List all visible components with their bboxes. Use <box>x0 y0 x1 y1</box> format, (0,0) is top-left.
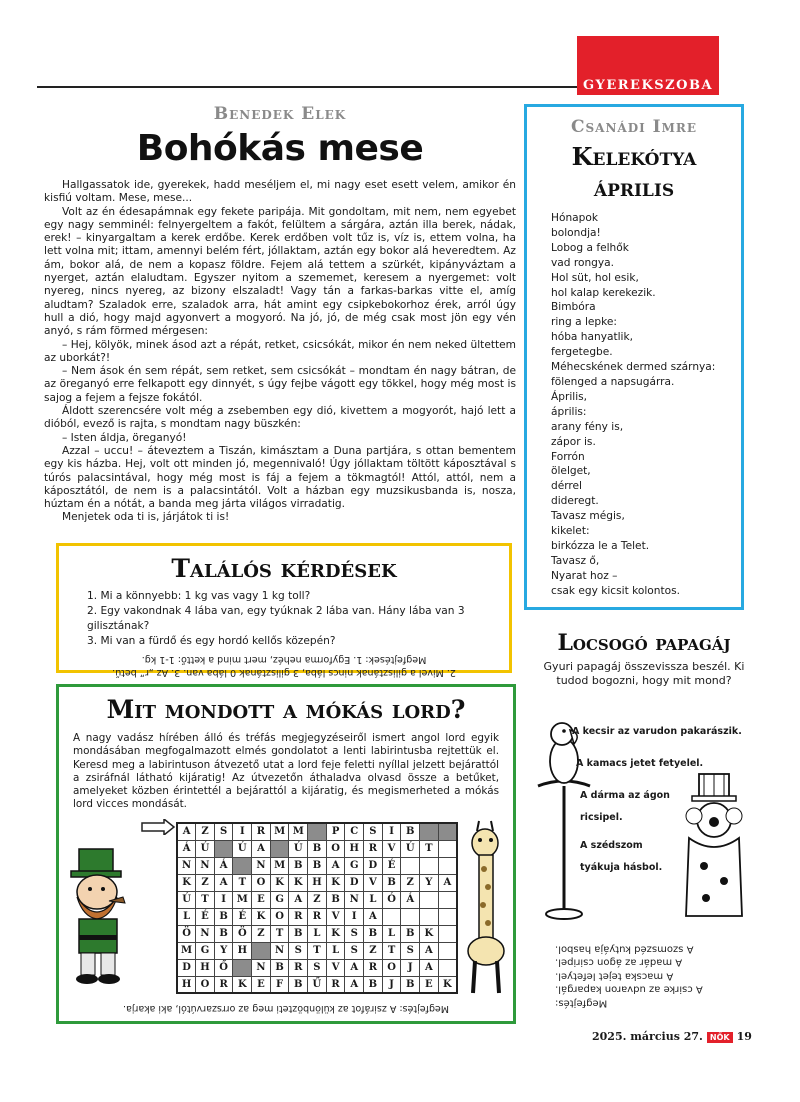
poem-title <box>539 141 729 203</box>
maze-letter: K <box>438 976 457 993</box>
maze-letter: B <box>326 891 345 908</box>
maze-block <box>233 857 252 874</box>
maze-letter: Z <box>196 823 215 840</box>
maze-row <box>177 925 457 942</box>
maze-letter: Z <box>196 874 215 891</box>
maze-letter: B <box>401 823 420 840</box>
poem-line: ölelget, <box>551 465 591 478</box>
parrot-bubble: tyákuja hásbol. <box>580 862 663 873</box>
maze-letter: B <box>214 908 233 925</box>
maze-letter: M <box>177 942 196 959</box>
story-author: Benedek Elek <box>213 104 347 124</box>
maze-letter: L <box>177 908 196 925</box>
lord-description: A nagy vadász hírében álló és tréfás megjegyzéseiről ismert angol lord egyik mondásában megfogalmazott elmés gondolatot a lenti labirintusba rejtettük el. Keresd meg a labirintuson átvezető utat a lord feje feletti nyíllal jelzett bejárattól a zsiráfnál látható kijáratig! Az útvezetőn áthaladva olvasd össze a betűket, amelyeket közben érintettél a bejárattól a kijáratig, és megismerheted a mókás lord vicces mondását. <box>73 732 499 811</box>
maze-letter: A <box>420 942 439 959</box>
maze-letter <box>420 857 439 874</box>
maze-letter: R <box>364 959 383 976</box>
parrot-title: Locsogó papagáj <box>557 630 731 656</box>
maze-row <box>177 840 457 857</box>
parrot-answer-line: Megfejtés: <box>555 997 608 1009</box>
maze-letter: I <box>233 823 252 840</box>
maze-block <box>214 840 233 857</box>
riddle-list <box>73 589 495 649</box>
maze-letter: L <box>382 925 401 942</box>
maze-letter: R <box>364 840 383 857</box>
maze-letter: Ú <box>196 840 215 857</box>
poem-line: zápor is. <box>551 435 596 448</box>
maze-block <box>308 823 327 840</box>
lord-box <box>56 684 516 1024</box>
maze-letter: A <box>177 823 196 840</box>
giraffe-cartoon-icon <box>461 817 511 997</box>
maze-letter: A <box>326 857 345 874</box>
parrot-answer-line: A madár az ágon csiripel. <box>555 957 683 968</box>
poem-line: Méhecskének dermed szárnya: <box>551 361 716 374</box>
maze-letter <box>438 840 457 857</box>
maze-letter: D <box>345 874 364 891</box>
maze-row <box>177 874 457 891</box>
maze-letter: B <box>214 925 233 942</box>
maze-letter: A <box>289 891 308 908</box>
maze-block <box>270 840 289 857</box>
poem-line: Április, <box>551 390 588 403</box>
maze-letter: R <box>289 959 308 976</box>
maze-letter: S <box>289 942 308 959</box>
maze-letter: K <box>252 908 271 925</box>
maze-letter: M <box>233 891 252 908</box>
maze-letter: I <box>345 908 364 925</box>
maze-letter: É <box>196 908 215 925</box>
maze-letter: E <box>252 976 271 993</box>
maze-letter: S <box>401 942 420 959</box>
poem-line: Lobog a felhők <box>551 241 629 254</box>
maze-letter: S <box>308 959 327 976</box>
maze-letter: K <box>289 874 308 891</box>
poem-line: Nyarat hoz – <box>551 569 618 582</box>
maze-letter: Á <box>401 891 420 908</box>
poem-line: dérrel <box>551 480 582 493</box>
maze-letter <box>438 891 457 908</box>
maze-block <box>252 942 271 959</box>
maze-letter: Á <box>177 840 196 857</box>
maze-letter <box>420 908 439 925</box>
maze-letter: O <box>326 840 345 857</box>
maze-letter: Ú <box>233 840 252 857</box>
story-paragraph: Menjetek oda ti is, járjátok ti is! <box>62 511 230 524</box>
maze-letter: A <box>364 908 383 925</box>
maze-letter <box>401 857 420 874</box>
parrot-intro: Gyuri papagáj összevissza beszél. Ki tudod bogozni, hogy mit mond? <box>543 660 745 687</box>
maze-letter: R <box>326 976 345 993</box>
poem-title-line: Kelekótya <box>571 142 697 171</box>
maze-row <box>177 908 457 925</box>
maze-row <box>177 976 457 993</box>
maze-letter <box>438 925 457 942</box>
maze-letter: B <box>289 925 308 942</box>
maze-letter: R <box>252 823 271 840</box>
story-paragraph: – Nem ások én sem répát, sem retket, sem csicsókát – mondtam én nagy bátran, de az öreganyó erre felkapott egy dinnyét, s úgy fejbe vágott egy tökkel, hogy még most is sajog a fejem a fejsze fokától. <box>44 365 516 404</box>
parrot-bubble: ricsipel. <box>580 812 623 823</box>
maze-letter: R <box>308 908 327 925</box>
maze-letter: K <box>270 874 289 891</box>
maze-letter <box>438 857 457 874</box>
maze-letter: B <box>270 959 289 976</box>
maze-letter: O <box>382 959 401 976</box>
maze-row <box>177 942 457 959</box>
maze-letter: M <box>270 823 289 840</box>
maze-letter: N <box>177 857 196 874</box>
maze-letter: K <box>233 976 252 993</box>
maze-letter: K <box>177 874 196 891</box>
maze-letter: L <box>364 891 383 908</box>
maze-letter: A <box>420 959 439 976</box>
maze-letter: V <box>382 840 401 857</box>
poem-line: arany fény is, <box>551 420 624 433</box>
footer-date: 2025. március 27. <box>592 1030 703 1043</box>
maze-letter: I <box>214 891 233 908</box>
maze-letter: Z <box>252 925 271 942</box>
maze-letter: H <box>345 840 364 857</box>
maze-letter: D <box>177 959 196 976</box>
parrot-clown-icon <box>524 716 764 926</box>
maze-letter: B <box>308 857 327 874</box>
maze-letter: Z <box>401 874 420 891</box>
poem-line: hol kalap kerekezik. <box>551 286 656 299</box>
maze-letter: B <box>364 925 383 942</box>
maze-letter: T <box>420 840 439 857</box>
maze-letter: T <box>382 942 401 959</box>
maze-letter: K <box>420 925 439 942</box>
riddle-answer-line: Megfejtések: 1. Egyforma nehéz, mert mind a kettő: 1-1 kg. <box>141 654 427 665</box>
parrot-answer-line: A szomszéd kutyája hasbol. <box>555 943 694 955</box>
maze-letter: É <box>382 857 401 874</box>
maze-letter <box>401 908 420 925</box>
riddle-item: 3. Mi van a fürdő és egy hordó kellős közepén? <box>87 635 336 647</box>
maze-letter: G <box>196 942 215 959</box>
maze-letter: A <box>252 840 271 857</box>
maze-letter: H <box>177 976 196 993</box>
maze-letter: N <box>196 857 215 874</box>
poem-line: Hol süt, hol esik, <box>551 271 639 284</box>
riddle-answers <box>73 653 495 679</box>
maze-letter: S <box>364 823 383 840</box>
maze-letter: B <box>289 857 308 874</box>
maze-letter: T <box>196 891 215 908</box>
parrot-answers <box>555 942 755 1010</box>
maze-letter: A <box>438 874 457 891</box>
maze-letter: V <box>326 959 345 976</box>
poem-line: kikelet: <box>551 525 590 538</box>
maze-entry-arrow-icon <box>140 819 176 835</box>
maze-letter: S <box>345 925 364 942</box>
poem-lines <box>539 211 729 599</box>
parrot-answer-block <box>555 942 755 1010</box>
lord-cartoon-icon <box>65 847 135 987</box>
parrot-illustration <box>524 716 764 926</box>
poem-line: Tavasz ő, <box>551 554 600 567</box>
poem-line: bolondja! <box>551 226 601 239</box>
page-footer <box>592 1030 752 1043</box>
parrot-bubble: A kamacs jetet fetyelel. <box>576 758 704 769</box>
maze-letter: S <box>345 942 364 959</box>
maze-letter <box>382 908 401 925</box>
poem-line: dideregt. <box>551 495 599 508</box>
poem-box <box>524 104 744 610</box>
maze-letter: L <box>326 942 345 959</box>
maze-row <box>177 891 457 908</box>
maze-block <box>438 823 457 840</box>
parrot-bubble: A szédszom <box>580 840 643 851</box>
maze-letter: N <box>270 942 289 959</box>
maze-letter: M <box>270 857 289 874</box>
maze-letter: R <box>289 908 308 925</box>
maze-grid <box>176 822 458 994</box>
maze-letter <box>420 891 439 908</box>
poem-author: Csanádi Imre <box>570 117 698 137</box>
maze-letter: Y <box>214 942 233 959</box>
maze-letter: N <box>252 857 271 874</box>
maze-letter: É <box>233 908 252 925</box>
poem-line: fölenged a napsugárra. <box>551 375 675 388</box>
story-paragraph: – Isten áldja, öreganyó! <box>62 431 187 444</box>
maze <box>176 822 458 994</box>
maze-letter: V <box>326 908 345 925</box>
maze-letter: I <box>382 823 401 840</box>
maze-letter: E <box>420 976 439 993</box>
poem-line: április: <box>551 405 587 418</box>
poem-line: vad rongya. <box>551 256 615 269</box>
maze-letter: T <box>233 874 252 891</box>
story-paragraph: Hallgassatok ide, gyerekek, hadd meséljem el, mi nagy eset esett velem, amikor én kisfiú voltam. Mese, mese... <box>44 179 516 205</box>
maze-letter: A <box>345 976 364 993</box>
maze-letter: T <box>270 925 289 942</box>
page-number: 19 <box>736 1030 752 1043</box>
maze-letter: B <box>401 976 420 993</box>
maze-letter: M <box>289 823 308 840</box>
maze-letter: J <box>382 976 401 993</box>
parrot-answer-line: A macska tejet lefetyel. <box>555 970 674 982</box>
maze-letter: T <box>308 942 327 959</box>
section-tab <box>577 36 719 95</box>
maze-letter <box>438 908 457 925</box>
poem-line: Forrón <box>551 450 585 463</box>
maze-letter: L <box>308 925 327 942</box>
maze-letter: Y <box>420 874 439 891</box>
maze-letter: P <box>326 823 345 840</box>
maze-letter: B <box>364 976 383 993</box>
maze-letter: N <box>252 959 271 976</box>
maze-letter: Ú <box>401 840 420 857</box>
story-article <box>44 104 516 525</box>
magazine-logo: NŐK <box>707 1032 733 1043</box>
riddle-item: 2. Egy vakondnak 4 lába van, egy tyúknak 2 lába van. Hány lába van 3 gilisztának? <box>87 605 465 632</box>
maze-row <box>177 857 457 874</box>
maze-letter: S <box>214 823 233 840</box>
story-paragraph: Áldott szerencsére volt még a zsebemben egy dió, kivettem a mogyorót, hajó lett a dióból, evező is rajta, s mondtam nagy büszkén: <box>44 405 516 431</box>
maze-letter: C <box>345 823 364 840</box>
maze-letter: Ű <box>308 976 327 993</box>
poem-line: Bimbóra <box>551 301 596 314</box>
poem-line: csak egy kicsit kolontos. <box>551 584 681 597</box>
maze-letter: E <box>252 891 271 908</box>
riddle-box <box>56 543 512 678</box>
poem-line: ring a lepke: <box>551 316 617 329</box>
parrot-bubble: A dárma az ágon <box>580 790 670 801</box>
poem-line: birkózza le a Telet. <box>551 539 650 552</box>
poem-line: Hónapok <box>551 212 598 224</box>
maze-letter: F <box>270 976 289 993</box>
poem-title-line: április <box>593 173 675 202</box>
maze-letter: O <box>270 908 289 925</box>
story-title: Bohókás mese <box>136 128 424 169</box>
maze-letter: A <box>345 959 364 976</box>
parrot-bubble: A kecsir az varudon pakarászik. <box>572 726 742 737</box>
poem-line: fergetegbe. <box>551 346 613 359</box>
poem-line: hóba hanyatlik, <box>551 331 634 344</box>
maze-letter <box>438 959 457 976</box>
maze-letter: D <box>364 857 383 874</box>
maze-row <box>177 823 457 840</box>
maze-letter: Ő <box>214 959 233 976</box>
maze-block <box>420 823 439 840</box>
section-tab-label: GYEREKSZOBA <box>582 78 714 93</box>
maze-letter: O <box>196 976 215 993</box>
maze-letter: Ú <box>289 840 308 857</box>
maze-letter: Ú <box>177 891 196 908</box>
maze-letter: J <box>401 959 420 976</box>
maze-letter: B <box>289 976 308 993</box>
maze-letter: H <box>233 942 252 959</box>
story-paragraph: – Hej, kölyök, minek ásod azt a répát, retket, csicsókát, mikor én nem neked ültettem az uborkát?! <box>44 338 516 364</box>
maze-letter: K <box>326 874 345 891</box>
maze-letter: N <box>196 925 215 942</box>
maze-letter: H <box>308 874 327 891</box>
story-paragraph: Azzal – uccu! – áteveztem a Tiszán, kimásztam a Duna partjára, s ottan bementem egy kis házba. Hej, volt ott minden jó, megennivaló! Úgy jóllaktam töltött káposztával s túrós palacsintával, hogy még most is fáj a fejem a tökmagtól! Attól, attól, nem a káposztától, de nem is a palacsintától. Volt a házban egy muzsikusbanda is, nosza, húztam én a nótát, a banda meg járta világos virradatig. <box>44 444 516 511</box>
riddle-answer-line: 2. Mivel a gilisztának nincs lába, 3 gilisztának 0 lába van. 3. Az „r” betű. <box>112 667 456 678</box>
maze-letter: B <box>308 840 327 857</box>
maze-row <box>177 959 457 976</box>
maze-letter: K <box>326 925 345 942</box>
maze-letter <box>438 942 457 959</box>
story-body <box>44 179 516 525</box>
maze-letter: B <box>401 925 420 942</box>
maze-letter: G <box>270 891 289 908</box>
riddle-title: Találós kérdések <box>171 554 397 583</box>
maze-letter: O <box>252 874 271 891</box>
maze-letter: Z <box>308 891 327 908</box>
riddle-item: 1. Mi a könnyebb: 1 kg vas vagy 1 kg toll? <box>87 590 311 602</box>
maze-letter: Ö <box>233 925 252 942</box>
lord-answer: Megfejtés: A zsiráfot az különbözteti meg az orrszarvútól, aki akarja. <box>123 1003 449 1014</box>
maze-letter: A <box>214 874 233 891</box>
maze-letter: Z <box>364 942 383 959</box>
parrot-answer-line: A csirke az udvaron kapargál. <box>555 984 703 995</box>
parrot-section <box>528 630 760 688</box>
maze-letter: B <box>382 874 401 891</box>
maze-letter: G <box>345 857 364 874</box>
maze-letter: Á <box>214 857 233 874</box>
maze-letter: Ó <box>382 891 401 908</box>
maze-block <box>233 959 252 976</box>
lord-title: Mit mondott a mókás lord? <box>106 695 466 724</box>
maze-letter: Ö <box>177 925 196 942</box>
maze-letter: N <box>345 891 364 908</box>
maze-letter: H <box>196 959 215 976</box>
maze-letter: V <box>364 874 383 891</box>
poem-line: Tavasz mégis, <box>551 510 625 523</box>
maze-letter: R <box>214 976 233 993</box>
story-paragraph: Volt az én édesapámnak egy fekete paripája. Mit gondoltam, mit nem, nem egyebet egy nagy semminél: felnyergeltem a fakót, felültem a sárgára, aztán illa berek, nádak, erek! – kinyargaltam a kerek erdőbe. Kerek erdőben volt tűz is, víz is, ettem volna, ha lett volna mit; ittam, amennyi belém fért, jóllaktam, aztán egy bokor alá heveredtem. Az ám, bokor alá, de nem a kopasz földre. Fejem alá tettem a szürkét, kipányváztam a nyerget, aztán elaludtam. Egyszer nyitom a szememet, keresem a nyergemet: volt nyereg, nincs nyereg, az bizony elszaladt! Vagy tán a farkas-barkas vitte el, amíg aludtam? Szaladok erre, szaladok arra, hát amint egy csipkebokorhoz érek, arról úgy hull a dió, hogy majd agyonvert a mogyoró. Na jó, jó, de még csak most jön egy vén anyó, s rám förmed mérgesen: <box>44 205 516 338</box>
